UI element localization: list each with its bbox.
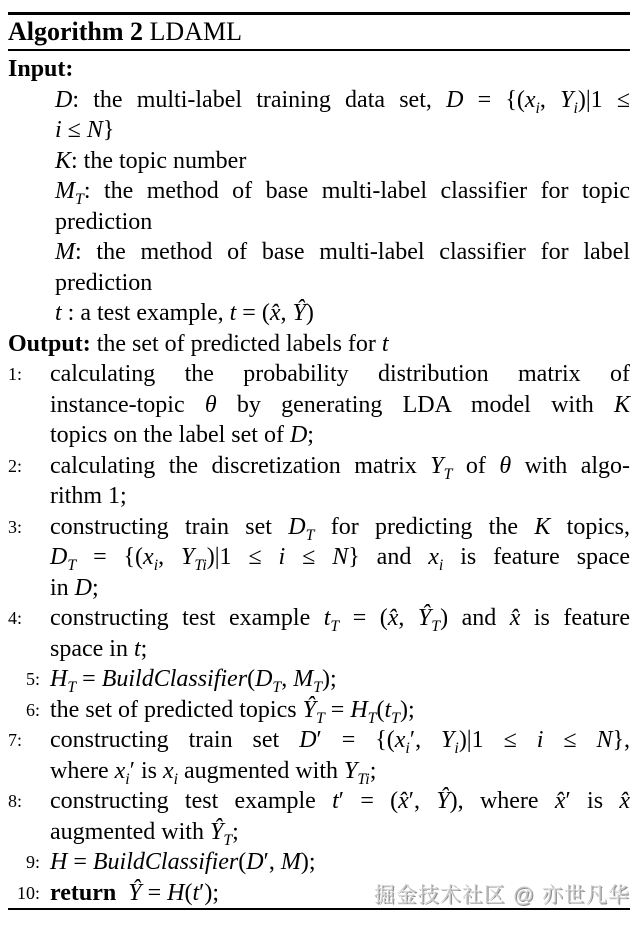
text-segment: $H_T$ [50, 666, 77, 696]
text-segment: = ( [339, 605, 388, 631]
text-segment: constructing train set [50, 727, 300, 753]
text-segment: ′, [263, 849, 281, 875]
text-segment: θ [499, 452, 512, 479]
text-segment: constructing test example [50, 788, 333, 814]
algorithm-title-label: Algorithm 2 [8, 17, 144, 46]
algo-line [8, 176, 630, 207]
text-segment: rithm 1; [50, 483, 127, 509]
step-number: 3: [8, 516, 23, 537]
text-segment: ; [307, 422, 314, 448]
text-segment: ); [399, 696, 415, 723]
text-segment: t [332, 788, 339, 814]
text-segment: BuildClassifier [92, 849, 239, 875]
text-segment: $H_T$ [350, 696, 377, 727]
text-segment: D [289, 422, 308, 448]
algo-step-line [8, 786, 630, 817]
text-segment: ) and [440, 605, 510, 631]
text-segment: ) [305, 300, 314, 326]
text-segment: ( [247, 666, 256, 692]
text-segment: x̂ [509, 605, 521, 631]
text-segment: ′, [409, 727, 442, 753]
text-segment: Output: [8, 330, 91, 357]
text-segment: N [86, 117, 103, 143]
step-number: 4: [8, 608, 23, 628]
text-segment: = [76, 666, 102, 692]
text-segment: is feature [520, 605, 630, 631]
text-segment: x̂ [398, 788, 409, 814]
text-segment: ′); [199, 879, 220, 906]
text-segment: $M_T$ [293, 666, 323, 696]
algo-line [8, 207, 630, 238]
text-segment: D [446, 86, 464, 113]
text-segment: D [55, 86, 73, 113]
text-segment: calculating the probability distribution matrix of [50, 361, 630, 387]
algo-line [8, 115, 630, 146]
text-segment: $x_i$ [524, 86, 540, 117]
text-segment: $Y_i$ [560, 86, 578, 117]
text-segment: ( [238, 849, 247, 875]
algo-step-line [8, 451, 630, 482]
step-number: 6: [25, 699, 40, 720]
text-segment: }, [612, 727, 631, 753]
text-segment: ; [369, 757, 377, 784]
text-segment: = {( [76, 544, 144, 570]
text-segment: , [398, 605, 418, 631]
algorithm-title-name: LDAML [143, 17, 242, 46]
text-segment: } and [348, 544, 429, 570]
text-segment: $Ŷ_T$ [302, 696, 325, 727]
algo-line [8, 329, 630, 360]
text-segment: in [50, 574, 75, 601]
text-segment: , [281, 666, 294, 692]
text-segment: D [74, 574, 93, 601]
text-segment: ( [376, 696, 385, 723]
text-segment: x̂ [269, 300, 281, 326]
text-segment: x̂ [387, 605, 399, 631]
text-segment: $t_T$ [323, 605, 340, 635]
text-segment: ), where [449, 788, 555, 814]
text-segment: t [229, 300, 237, 326]
algo-line [8, 542, 630, 573]
text-segment: space in [50, 635, 134, 662]
step-number: 1: [8, 364, 23, 384]
text-segment: $x_i$ [428, 544, 444, 574]
algo-step-line [8, 725, 630, 756]
text-segment: $Y_{Ti}$ [181, 544, 207, 574]
algo-line [8, 573, 630, 604]
text-segment: Ŷ [128, 879, 142, 906]
text-segment [116, 880, 128, 906]
text-segment: constructing test example [50, 605, 324, 631]
text-segment: : the multi-label training data set, [72, 86, 447, 113]
text-segment: where [50, 757, 115, 784]
algo-step-line [8, 603, 630, 634]
text-segment: N [596, 727, 613, 753]
text-segment: = [141, 879, 168, 906]
step-number: 2: [8, 455, 23, 476]
text-segment: K [534, 513, 551, 540]
text-segment: t [55, 300, 62, 326]
text-segment: = ( [236, 300, 270, 326]
step-number: 10: [16, 882, 40, 903]
text-segment: ; [92, 574, 99, 601]
text-segment: ( [184, 879, 193, 906]
text-segment: the set of predicted labels for [90, 330, 382, 357]
algo-line [8, 146, 630, 177]
text-segment: ≤ [61, 117, 87, 143]
algorithm-title [8, 15, 630, 49]
text-segment: } [102, 117, 115, 143]
text-segment: : the method of base multi-label classifier for label [75, 239, 630, 265]
text-segment: , [539, 86, 561, 113]
text-segment: = {( [463, 86, 525, 113]
algo-step-line [8, 512, 630, 543]
text-segment: instance-topic [50, 391, 205, 418]
text-segment: calculating the discretization matrix [50, 452, 431, 479]
algo-line [8, 390, 630, 421]
text-segment: Input: [8, 56, 74, 82]
text-segment: with algo- [511, 452, 630, 479]
text-segment: i [278, 544, 286, 570]
text-segment: K [55, 147, 72, 174]
text-segment: $x_i$ [162, 757, 179, 788]
text-segment: $Y_{Ti}$ [344, 757, 370, 788]
text-segment: : a test example, [61, 300, 230, 326]
text-segment: topics, [550, 513, 631, 540]
algo-line [8, 817, 630, 848]
text-segment: $Ŷ_T$ [209, 818, 233, 849]
algo-line [8, 481, 630, 512]
step-number: 7: [8, 730, 23, 750]
text-segment: D [299, 727, 317, 753]
text-segment: $M_T$ [55, 178, 84, 208]
text-segment: ′ is [129, 757, 163, 784]
text-segment: , [158, 544, 182, 570]
text-segment: $Y_i$ [441, 727, 459, 757]
text-segment: N [332, 544, 349, 570]
text-segment: K [613, 391, 630, 418]
text-segment: ≤ [285, 544, 333, 570]
algo-step-line [8, 664, 630, 695]
text-segment: Ŷ [436, 788, 450, 814]
text-segment: t [381, 330, 389, 357]
text-segment: = [67, 849, 93, 875]
text-segment: )|1 ≤ [577, 86, 631, 113]
text-segment: ′, [408, 788, 437, 814]
text-segment: Ŷ [292, 300, 306, 326]
text-segment: augmented with [50, 818, 210, 845]
algo-line [8, 634, 630, 665]
text-segment: for predicting the [314, 513, 535, 540]
text-segment: the set of predicted topics [50, 696, 303, 723]
text-segment: ; [140, 635, 148, 662]
text-segment: prediction [55, 269, 153, 296]
text-segment: ′ = ( [338, 788, 399, 814]
step-number: 8: [8, 791, 23, 811]
text-segment: : the topic number [71, 147, 247, 174]
text-segment: $D_T$ [50, 544, 77, 574]
text-segment: M [280, 849, 301, 875]
text-segment: $x_i$ [143, 544, 159, 574]
text-segment: augmented with [178, 757, 344, 784]
text-segment: H [167, 879, 185, 906]
text-segment: $x_i$ [394, 727, 410, 757]
text-segment: is feature space [443, 544, 630, 570]
algo-step-line [8, 695, 630, 726]
text-segment: $Ŷ_T$ [417, 605, 441, 635]
text-segment: : the method of base multi-label classifier for topic [83, 178, 630, 204]
text-segment: of [452, 452, 500, 479]
text-segment: $Y_T$ [430, 452, 453, 483]
text-segment: H [50, 849, 68, 875]
text-segment: = [324, 696, 351, 723]
algo-line [8, 268, 630, 299]
text-segment: return [50, 879, 117, 906]
algo-step-line [8, 847, 630, 878]
algo-line [8, 54, 630, 85]
algo-line [8, 420, 630, 451]
text-segment: $D_T$ [255, 666, 282, 696]
algo-line [8, 237, 630, 268]
text-segment: t [192, 879, 200, 906]
text-segment: )|1 ≤ [206, 544, 279, 570]
text-segment: ); [300, 849, 316, 875]
text-segment: i [536, 727, 544, 753]
text-segment: $x_i$ [114, 757, 130, 788]
watermark: 掘金技术社区 @ 亦世凡华 [374, 884, 630, 907]
text-segment: x̂ [554, 788, 566, 814]
text-segment: M [55, 239, 75, 265]
algo-lines [8, 51, 630, 908]
text-segment: prediction [55, 208, 153, 235]
text-segment: t [133, 635, 141, 662]
text-segment: ); [322, 666, 337, 692]
text-segment: $D_T$ [288, 513, 315, 544]
step-number: 5: [25, 669, 40, 689]
text-segment: topics on the label set of [50, 422, 290, 448]
text-segment: ; [232, 818, 239, 845]
step-number: 9: [25, 852, 40, 872]
text-segment: x̂ [619, 788, 630, 814]
text-segment: ′ = {( [316, 727, 395, 753]
text-segment: ≤ [543, 727, 597, 753]
text-segment: constructing train set [50, 513, 289, 540]
text-segment: ′ is [565, 788, 620, 814]
algo-line [8, 298, 630, 329]
text-segment: θ [204, 391, 217, 418]
algo-line [8, 85, 630, 116]
text-segment: by generating LDA model with [216, 391, 614, 418]
text-segment: i [55, 117, 62, 143]
text-segment: BuildClassifier [101, 666, 248, 692]
text-segment: )|1 ≤ [458, 727, 537, 753]
algo-step-line [8, 359, 630, 390]
text-segment: , [280, 300, 293, 326]
algo-line [8, 756, 630, 787]
text-segment: $t_T$ [384, 696, 400, 727]
text-segment: D [246, 849, 264, 875]
